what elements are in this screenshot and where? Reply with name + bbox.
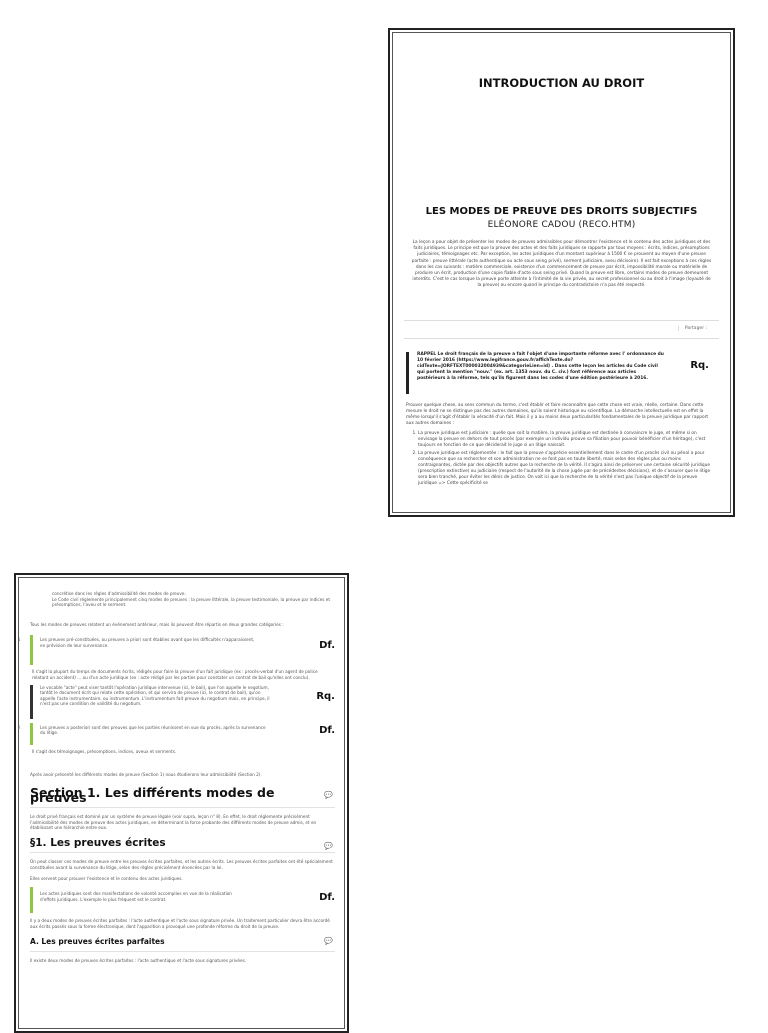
- divider: [30, 951, 335, 952]
- section-title: Section 1. Les différents modes de preuves: [30, 784, 275, 806]
- subsection-text: Il existe deux modes de preuves écrites parfaites : l'acte authentique et l'acte sous signatures privées.: [30, 957, 247, 963]
- definition-tag: Df.: [319, 724, 335, 736]
- comment-icon[interactable]: 💬: [324, 841, 333, 850]
- subsection-title: A. Les preuves écrites parfaites: [30, 937, 165, 947]
- subsection-heading: [30, 939, 335, 945]
- comment-icon[interactable]: 💬: [324, 937, 333, 946]
- lesson-author: ELÉONORE CADOU (RECO.HTM): [487, 220, 636, 230]
- callout-text: Les preuves pré-constituées, ou preuves a priori sont établies avant que les difficultés n'apparaissent, en prévision de leur survenance.: [40, 637, 255, 648]
- list-item: 2. La preuve juridique est réglementée : le fait que la preuve s'apprécie essentiellement dans le cadre d'un procès civil ou pénal a pour conséquence que sa rechercher et son administration ne se font pas en toute liberté, mais selon des règles plus ou moins contraignantes, dictée par des objectifs autres que la recherche de la vérité. Il s'agira ainsi de préserver une certaine sécurité juridique (prescription extinctive) ou judiciaire (respect de l'autorité de la chose jugée par de précédentes décisions), et de s'assurer que le litige sera bien tranché, pour éviter les dénis de justice. On voit ici que la recherche de la vérité n'est pas l'unique objectif de la preuve juridique => Cette spécificité se: [418, 451, 713, 487]
- divider: [30, 807, 335, 808]
- lesson-abstract: La leçon a pour objet de présenter les modes de preuves admissibles pour démontrer l'existence et le contenu des actes juridiques et des faits juridiques. Le principe est que la preuve des actes et des faits juridiques se rapporte par tous moyens : écrits, indices, présomptions judiciaires, témoignages etc. Par exception, les actes juridiques d'un montant supérieur à 1500 € se prouvent au moyen d'une preuve parfaite : preuve littérale (acte authentique ou acte sous seing privé), serment judiciaire, aveu décisoire). Il est fait exceptions à ces règles dans les cas suivants : matière commerciale, existence d'un commencement de preuve par écrit, impossibilité morale ou matérielle de produire un écrit, production d'une copie fiable d'acte sous seing privé. Quand la preuve est libre, certains modes de preuve demeurent interdits. C'est le cas lorsque la preuve porte atteinte à l'intimité de la vie privée, au secret professionnel ou au droit à l'image (loyauté de la preuve) ou encore quand le principe du contradictoire n'a pas été respecté.: [411, 240, 712, 289]
- lesson-title: LES MODES DE PREUVE DES DROITS SUBJECTIFS: [425, 206, 698, 217]
- divider: [404, 320, 719, 321]
- example-note: Il s'agit la plupart du temps de documents écrits, rédigés pour faire la preuve d'un fait juridique (ex : procès-verbal d'un agent de police relatant un accident) ... ou d'un acte juridique (ex : acte rédigé par les parties pour constater un contrat de bail qu'elles ont conclu).: [32, 669, 318, 680]
- definition-callout: [18, 723, 335, 745]
- callout-bar: [30, 723, 33, 745]
- document-page-2: [14, 573, 349, 1033]
- item-number: 2: [18, 724, 21, 730]
- callout-text: Les actes juridiques sont des manifestations de volonté accomplies en vue de la réalisation d'effets juridiques. L'exemple le plus fréquent est le contrat.: [40, 891, 232, 902]
- text-line: Le Code civil réglemente principalement cinq modes de preuves : la preuve littérale, la preuve testimoniale, la preuve par indices et présomptions, l'aveu et le serment.: [52, 596, 331, 608]
- callout-bar: [30, 685, 33, 719]
- definition-callout: [30, 887, 335, 913]
- paragraph-text: Il y a deux modes de preuves écrites parfaites : l'acte authentique et l'acte sous signature privée. Un traitement particulier devra être accordé aux écrits passés sous la forme électronique, dont l'apparition a provoqué une profonde réforme du droit de la preuve.: [30, 918, 330, 929]
- intro-paragraph: Prouver quelque chose, au sens commun du terme, c'est établir et faire reconnaître que cette chose est vraie, réelle, certaine. Dans cette mesure le droit ne se distingue pas des autres domaines, qu'ils soient historique ou scientifique. La démarche intellectuelle est en effet la même lorsqu'il s'agit d'établir la véracité d'un fait. Mais il y a au moins deux particularités fondamentales de la preuve juridique par rapport aux autres domaines :: [406, 403, 709, 426]
- comment-icon[interactable]: 💬: [324, 790, 333, 799]
- paragraph-text: Elles servent pour prouver l'existence et le contenu des actes juridiques.: [30, 875, 183, 881]
- example-note: Il s'agit des témoignages, présomptions, indices, aveux et serments.: [32, 748, 177, 754]
- paragraph-text: On peut classer ces modes de preuve entre les preuves écrites parfaites, et les autres écrits. Les preuves écrites parfaites ont été spécialement constituées avant la survenance du litige, selon des règles précisément énoncées par la loi.: [30, 859, 333, 870]
- text-line: concrétise dans les règles d'admissibilité des modes de preuve.: [52, 591, 186, 596]
- item-number: 1: [18, 637, 21, 643]
- divider: [404, 338, 719, 339]
- callout-text: Les preuves a posteriori sont des preuves que les parties réunissent en vue du procès, après la survenance du litige.: [40, 724, 266, 736]
- callout-bar: [30, 635, 33, 665]
- lesson-intro: [406, 403, 713, 489]
- section-text: Le droit privé français est dominé par un système de preuve légale (voir supra, leçon n° 8). En effet, le droit réglemente précisément l'admissibilité des modes de preuve des actes juridiques, en déterminant la force probante des différents modes de preuve admis, et en établissant une hiérarchie entre eux.: [30, 813, 317, 831]
- definition-tag: Df.: [319, 640, 335, 652]
- page-2-content: [18, 575, 335, 963]
- paragraph-title: §1. Les preuves écrites: [30, 836, 166, 849]
- share-link[interactable]: Partager :: [678, 326, 707, 331]
- list-item: 1. La preuve juridique est judiciaire : quelle que soit la matière, la preuve juridique est destinée à convaincre le juge, et même si on envisage la preuve en dehors de tout procès (par exemple un individu prouve sa filiation pour pouvoir bénéficier d'un héritage), c'est toujours en fonction de ce que déciderait le juge si un litige naissait.: [418, 431, 713, 449]
- remark-callout: [30, 685, 335, 719]
- rappel-text: RAPPEL Le droit français de la preuve a fait l'objet d'une importante réforme avec l' ordonnance du 10 février 2016 (https://www.legifrance.gouv.fr/affichTexte.do?cidTexte=JORFTEXT000032004939&categorieLien=id) . Dans cette leçon les articles du Code civil qui portent la mention "nouv." (ex. art. 1353 nouv. du C. civ.) font référence aux articles postérieurs à la réforme, tels qu'ils figurent dans les codes d'une édition postérieure à 2016.: [417, 352, 664, 381]
- document-page-1: [388, 28, 735, 517]
- plan-text: Après avoir présenté les différents modes de preuve (Section 1) nous étudierons leur admissibilité (Section 2).: [30, 772, 262, 778]
- callout-bar: [30, 887, 33, 913]
- rappel-callout: [406, 352, 713, 394]
- particularities-list: [406, 431, 713, 487]
- remark-tag: Rq.: [690, 360, 709, 371]
- divider: [30, 852, 335, 853]
- categories-intro: Tous les modes de preuves relatent un événement antérieur, mais ils peuvent être répartis en deux grandes catégories :: [30, 621, 284, 627]
- definition-tag: Df.: [319, 892, 335, 904]
- continued-text: [30, 591, 335, 608]
- paragraph-heading: [30, 836, 335, 850]
- document-title: INTRODUCTION AU DROIT: [478, 76, 645, 90]
- definition-callout: [18, 635, 335, 665]
- remark-tag: Rq.: [316, 690, 335, 702]
- section-heading: [30, 784, 335, 806]
- callout-text: Le vocable "acte" peut viser tantôt l'opération juridique intervenue (ici, le bail), que l'on appelle le negotium, tantôt le document écrit qui relate cette opération, et qui servira de preuve (ici, le contrat de bail), qu'on appelle l'acte instrumentaire, ou instrumentum. L'instrumentum fait preuve du negotium mais, en principe, il n'est pas une condition de validité du negotium.: [40, 684, 270, 707]
